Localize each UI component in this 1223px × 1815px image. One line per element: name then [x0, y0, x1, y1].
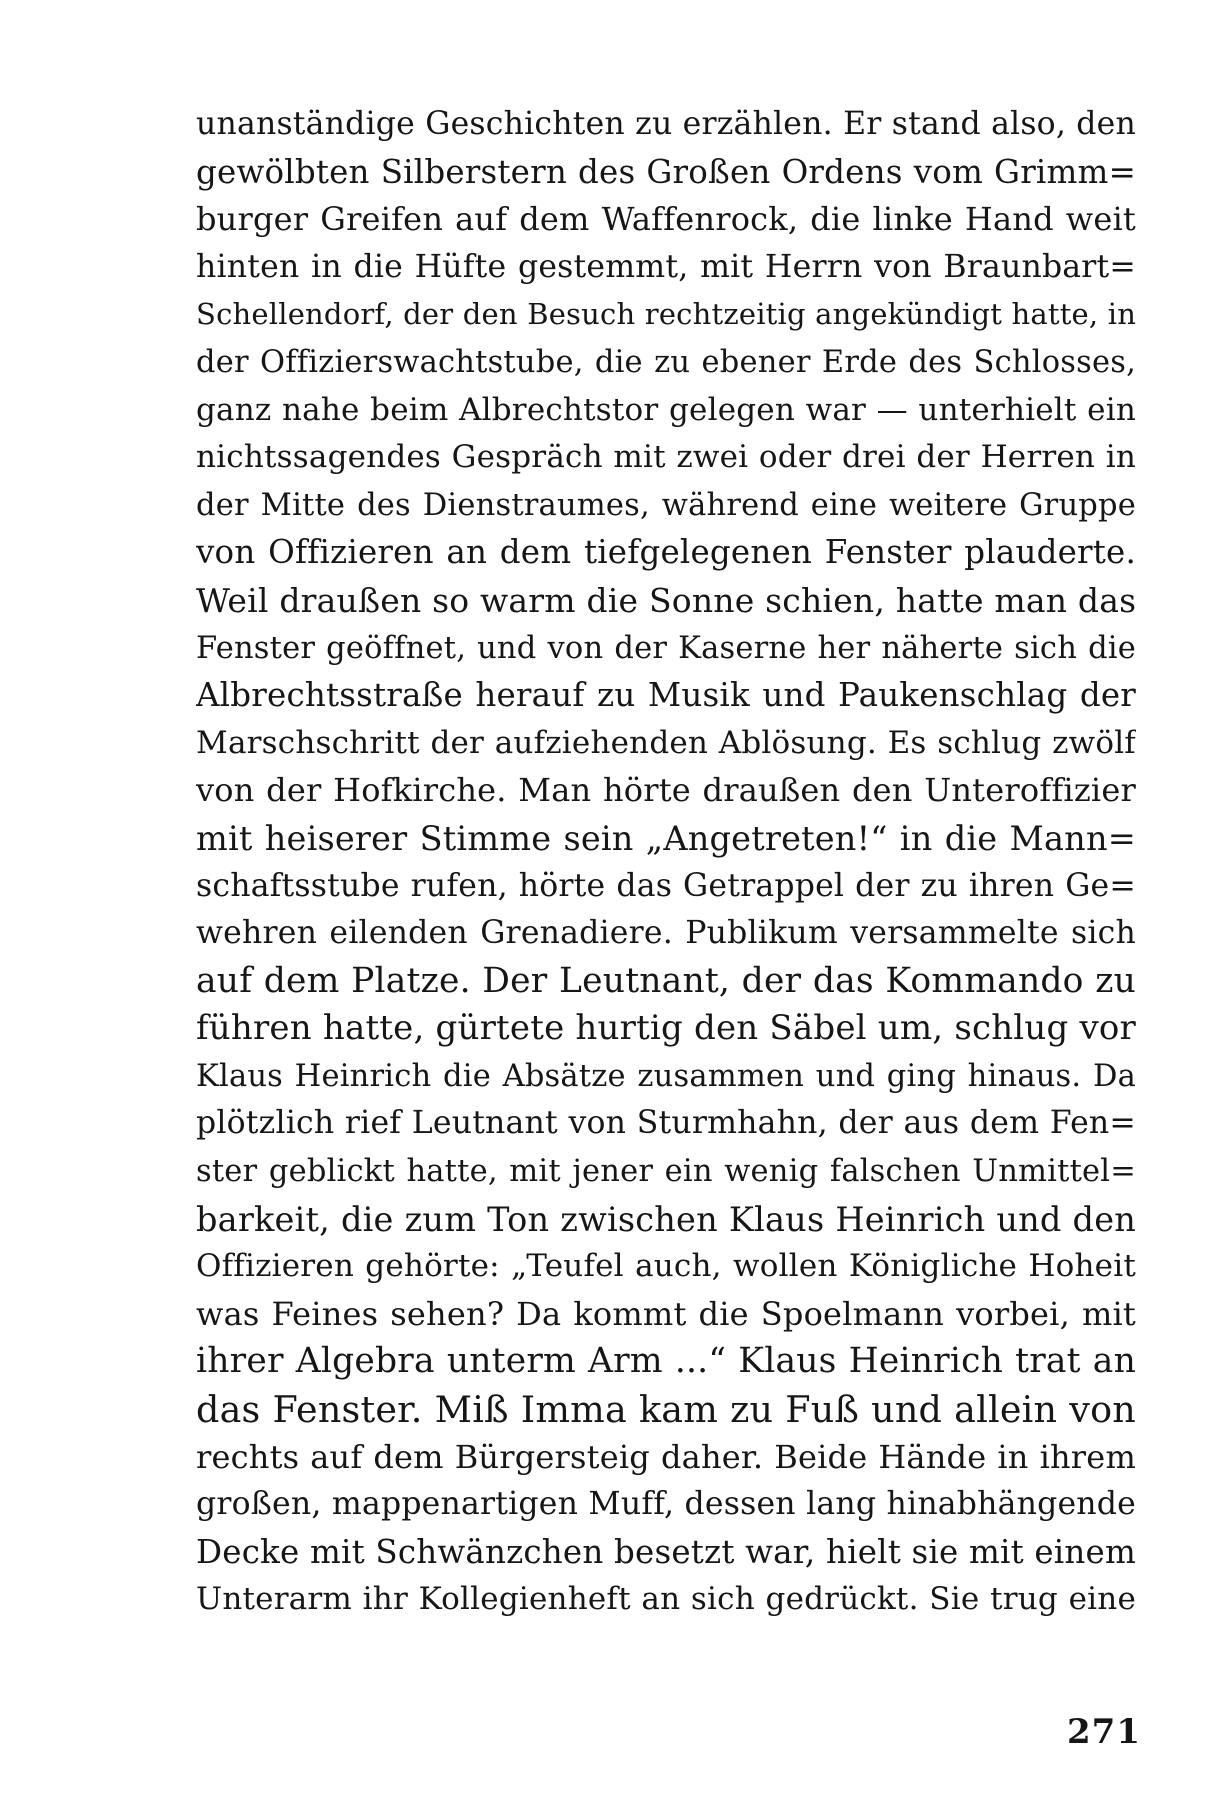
text-line: Albrechtsstraße herauf zu Musik und Paukenschlag der [196, 676, 1136, 715]
text-line: führen hatte, gürtete hurtig den Säbel um, schlug vor [196, 1008, 1136, 1049]
text-line: ganz nahe beim Albrechtstor gelegen war — unterhielt ein [196, 391, 1136, 428]
text-line: Unterarm ihr Kollegienheft an sich gedrückt. Sie trug eine [196, 1581, 1136, 1618]
text-line: rechts auf dem Bürgersteig daher. Beide Hände in ihrem [196, 1437, 1136, 1476]
text-line: nichtssagendes Gespräch mit zwei oder drei der Herren in [196, 439, 1136, 476]
text-line: Offizieren gehörte: „Teufel auch, wollen Königliche Hoheit [196, 1248, 1136, 1285]
text-line: hinten in die Hüfte gestemmt, mit Herrn von Braunbart= [196, 248, 1136, 285]
text-line: der Offizierswachtstube, die zu ebener Erde des Schlosses, [196, 344, 1136, 380]
text-line: Schellendorf, der den Besuch rechtzeitig angekündigt hatte, in [196, 297, 1136, 332]
text-line: barkeit, die zum Ton zwischen Klaus Heinrich und den [196, 1199, 1136, 1239]
text-line: unanständige Geschichten zu erzählen. Er stand also, den [196, 106, 1136, 142]
text-line: von Offizieren an dem tiefgelegenen Fenster plauderte. [196, 533, 1136, 572]
text-line: ihrer Algebra unterm Arm ...“ Klaus Heinrich trat an [196, 1341, 1136, 1382]
text-line: Decke mit Schwänzchen besetzt war, hielt sie mit einem [196, 1532, 1136, 1571]
text-line: was Feines sehen? Da kommt die Spoelmann vorbei, mit [196, 1294, 1136, 1333]
text-line: Fenster geöffnet, und von der Kaserne her näherte sich die [196, 630, 1136, 666]
text-line: mit heiserer Stimme sein „Angetreten!“ in die Mann= [196, 818, 1136, 858]
text-line: Marschschritt der aufziehenden Ablösung. Es schlug zwölf [196, 724, 1136, 761]
text-line: der Mitte des Dienstraumes, während eine weitere Gruppe [196, 487, 1136, 523]
text-line: schaftsstube rufen, hörte das Getrappel der zu ihren Ge= [196, 867, 1136, 904]
text-line: gewölbten Silberstern des Großen Ordens vom Grimm= [196, 152, 1136, 191]
text-line: plötzlich rief Leutnant von Sturmhahn, der aus dem Fen= [196, 1105, 1136, 1142]
page-number: 271 [1067, 1712, 1141, 1752]
text-line: wehren eilenden Grenadiere. Publikum versammelte sich [196, 915, 1136, 952]
text-line: von der Hofkirche. Man hörte draußen den Unteroffizier [196, 771, 1136, 810]
text-line: Klaus Heinrich die Absätze zusammen und ging hinaus. Da [196, 1058, 1136, 1094]
text-line: das Fenster. Miß Imma kam zu Fuß und allein von [196, 1388, 1136, 1432]
text-line: großen, mappenartigen Muff, dessen lang hinabhängende [196, 1486, 1136, 1523]
text-line: burger Greifen auf dem Waffenrock, die linke Hand weit [196, 200, 1136, 239]
text-line: ster geblickt hatte, mit jener ein wenig falschen Unmittel= [196, 1154, 1136, 1190]
text-line: Weil draußen so warm die Sonne schien, hatte man das [196, 580, 1136, 620]
text-line: auf dem Platze. Der Leutnant, der das Kommando zu [196, 960, 1136, 1001]
body-text [196, 101, 1136, 1624]
